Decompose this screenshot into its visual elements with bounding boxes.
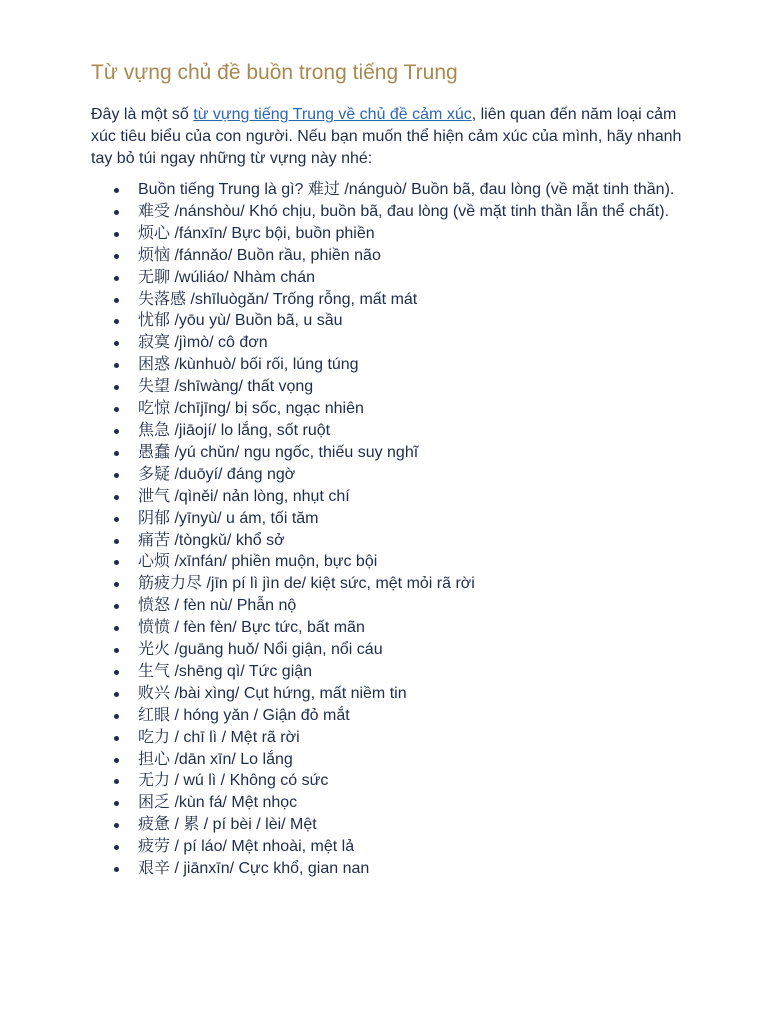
vocab-item-text: 困乏 /kùn fá/ Mệt nhọc [138,794,298,812]
vocab-list-item [91,530,701,552]
vocab-item-text: 困惑 /kùnhuò/ bối rối, lúng túng [138,356,359,374]
vocab-list-item [91,442,701,464]
vocab-list-item [91,792,701,814]
vocab-item-text: 生气 /shēng qì/ Tức giận [138,662,313,680]
intro-text-start: Đây là một số [91,106,194,123]
vocab-item-text: 吃惊 /chījīng/ bị sốc, ngạc nhiên [138,400,364,418]
vocab-item-text: 烦恼 /fánnǎo/ Buồn rầu, phiền não [138,246,381,264]
emotion-vocab-link[interactable]: từ vựng tiếng Trung về chủ đề cảm xúc [193,106,472,123]
vocab-item-text: 疲惫 / 累 / pí bèi / lèi/ Mệt [138,816,317,834]
vocab-list-item [91,770,701,792]
vocab-item-text: 筋疲力尽 /jīn pí lì jìn de/ kiệt sức, mệt mỏi rã rời [138,575,475,593]
document-page [91,58,701,880]
vocab-item-text: 愤怒 / fèn nù/ Phẫn nộ [138,597,297,615]
intro-text-end: , liên quan đến năm loại cảm xúc tiêu biểu của con người. Nếu bạn muốn thể hiện cảm xúc của mình, hãy nhanh tay bỏ túi ngay những từ vựng này nhé: [91,106,682,167]
vocab-item-text: 红眼 / hóng yǎn / Giận đỏ mắt [138,706,350,724]
vocab-item-text: 多疑 /duōyí/ đáng ngờ [138,465,296,483]
vocab-item-text: 心烦 /xīnfán/ phiền muộn, bực bội [138,553,378,571]
vocab-item-text: Buồn tiếng Trung là gì? 难过 /nánguò/ Buồn bã, đau lòng (về mặt tinh thần). [138,181,675,198]
vocab-list-item [91,508,701,530]
vocab-list-item [91,814,701,836]
vocab-item-text: 忧郁 /yōu yù/ Buồn bã, u sầu [138,312,343,330]
vocab-list-item [91,858,701,880]
vocab-list-item [91,201,701,223]
vocab-list-item [91,551,701,573]
vocab-list-item [91,705,701,727]
vocab-list-item [91,573,701,595]
vocab-list-item [91,639,701,661]
vocab-item-text: 无聊 /wúliáo/ Nhàm chán [138,268,315,286]
vocab-list-item [91,486,701,508]
vocab-list-item [91,267,701,289]
vocabulary-list [91,179,701,880]
vocab-list-item [91,420,701,442]
vocab-item-text: 疲劳 / pí láo/ Mệt nhoài, mệt lả [138,838,355,856]
vocab-item-text: 焦急 /jiāojí/ lo lắng, sốt ruột [138,421,331,439]
vocab-list-item [91,749,701,771]
vocab-item-text: 光火 /guāng huǒ/ Nổi giận, nổi cáu [138,641,383,659]
vocab-item-text: 烦心 /fánxīn/ Bực bội, buồn phiền [138,224,375,242]
vocab-item-text: 寂寞 /jìmò/ cô đơn [138,334,268,352]
vocab-item-text: 失望 /shīwàng/ thất vọng [138,378,314,396]
vocab-item-text: 败兴 /bài xìng/ Cụt hứng, mất niềm tin [138,684,407,702]
vocab-list-item [91,683,701,705]
vocab-item-text: 艰辛 / jiānxīn/ Cực khổ, gian nan [138,860,370,878]
vocab-list-item [91,332,701,354]
vocab-list-item [91,376,701,398]
vocab-list-item [91,310,701,332]
vocab-item-text: 痛苦 /tòngkǔ/ khổ sở [138,531,285,549]
vocab-list-item [91,245,701,267]
vocab-item-text: 难受 /nánshòu/ Khó chịu, buồn bã, đau lòng (về mặt tinh thần lẫn thể chất). [138,202,670,220]
vocab-list-item [91,617,701,639]
page-title: Từ vựng chủ đề buồn trong tiếng Trung [91,61,458,84]
vocab-item-text: 担心 /dān xīn/ Lo lắng [138,750,293,768]
intro-paragraph [91,104,697,170]
vocab-item-text: 愤愤 / fèn fèn/ Bực tức, bất mãn [138,619,365,637]
vocab-item-text: 阴郁 /yīnyù/ u ám, tối tăm [138,509,319,527]
vocab-list-item [91,727,701,749]
vocab-list-item [91,595,701,617]
vocab-item-text: 无力 / wú lì / Không có sức [138,772,329,790]
vocab-list-item [91,661,701,683]
vocab-list-item [91,179,701,201]
vocab-list-item [91,464,701,486]
vocab-item-text: 泄气 /qìněi/ nản lòng, nhụt chí [138,487,350,505]
vocab-item-text: 失落感 /shīluògǎn/ Trống rỗng, mất mát [138,290,418,308]
vocab-item-text: 吃力 / chī lì / Mệt rã rời [138,728,300,746]
vocab-list-item [91,836,701,858]
vocab-list-item [91,398,701,420]
vocab-list-item [91,354,701,376]
vocab-list-item [91,289,701,311]
vocab-list-item [91,223,701,245]
vocab-item-text: 愚蠢 /yú chǔn/ ngu ngốc, thiếu suy nghĩ [138,443,419,461]
